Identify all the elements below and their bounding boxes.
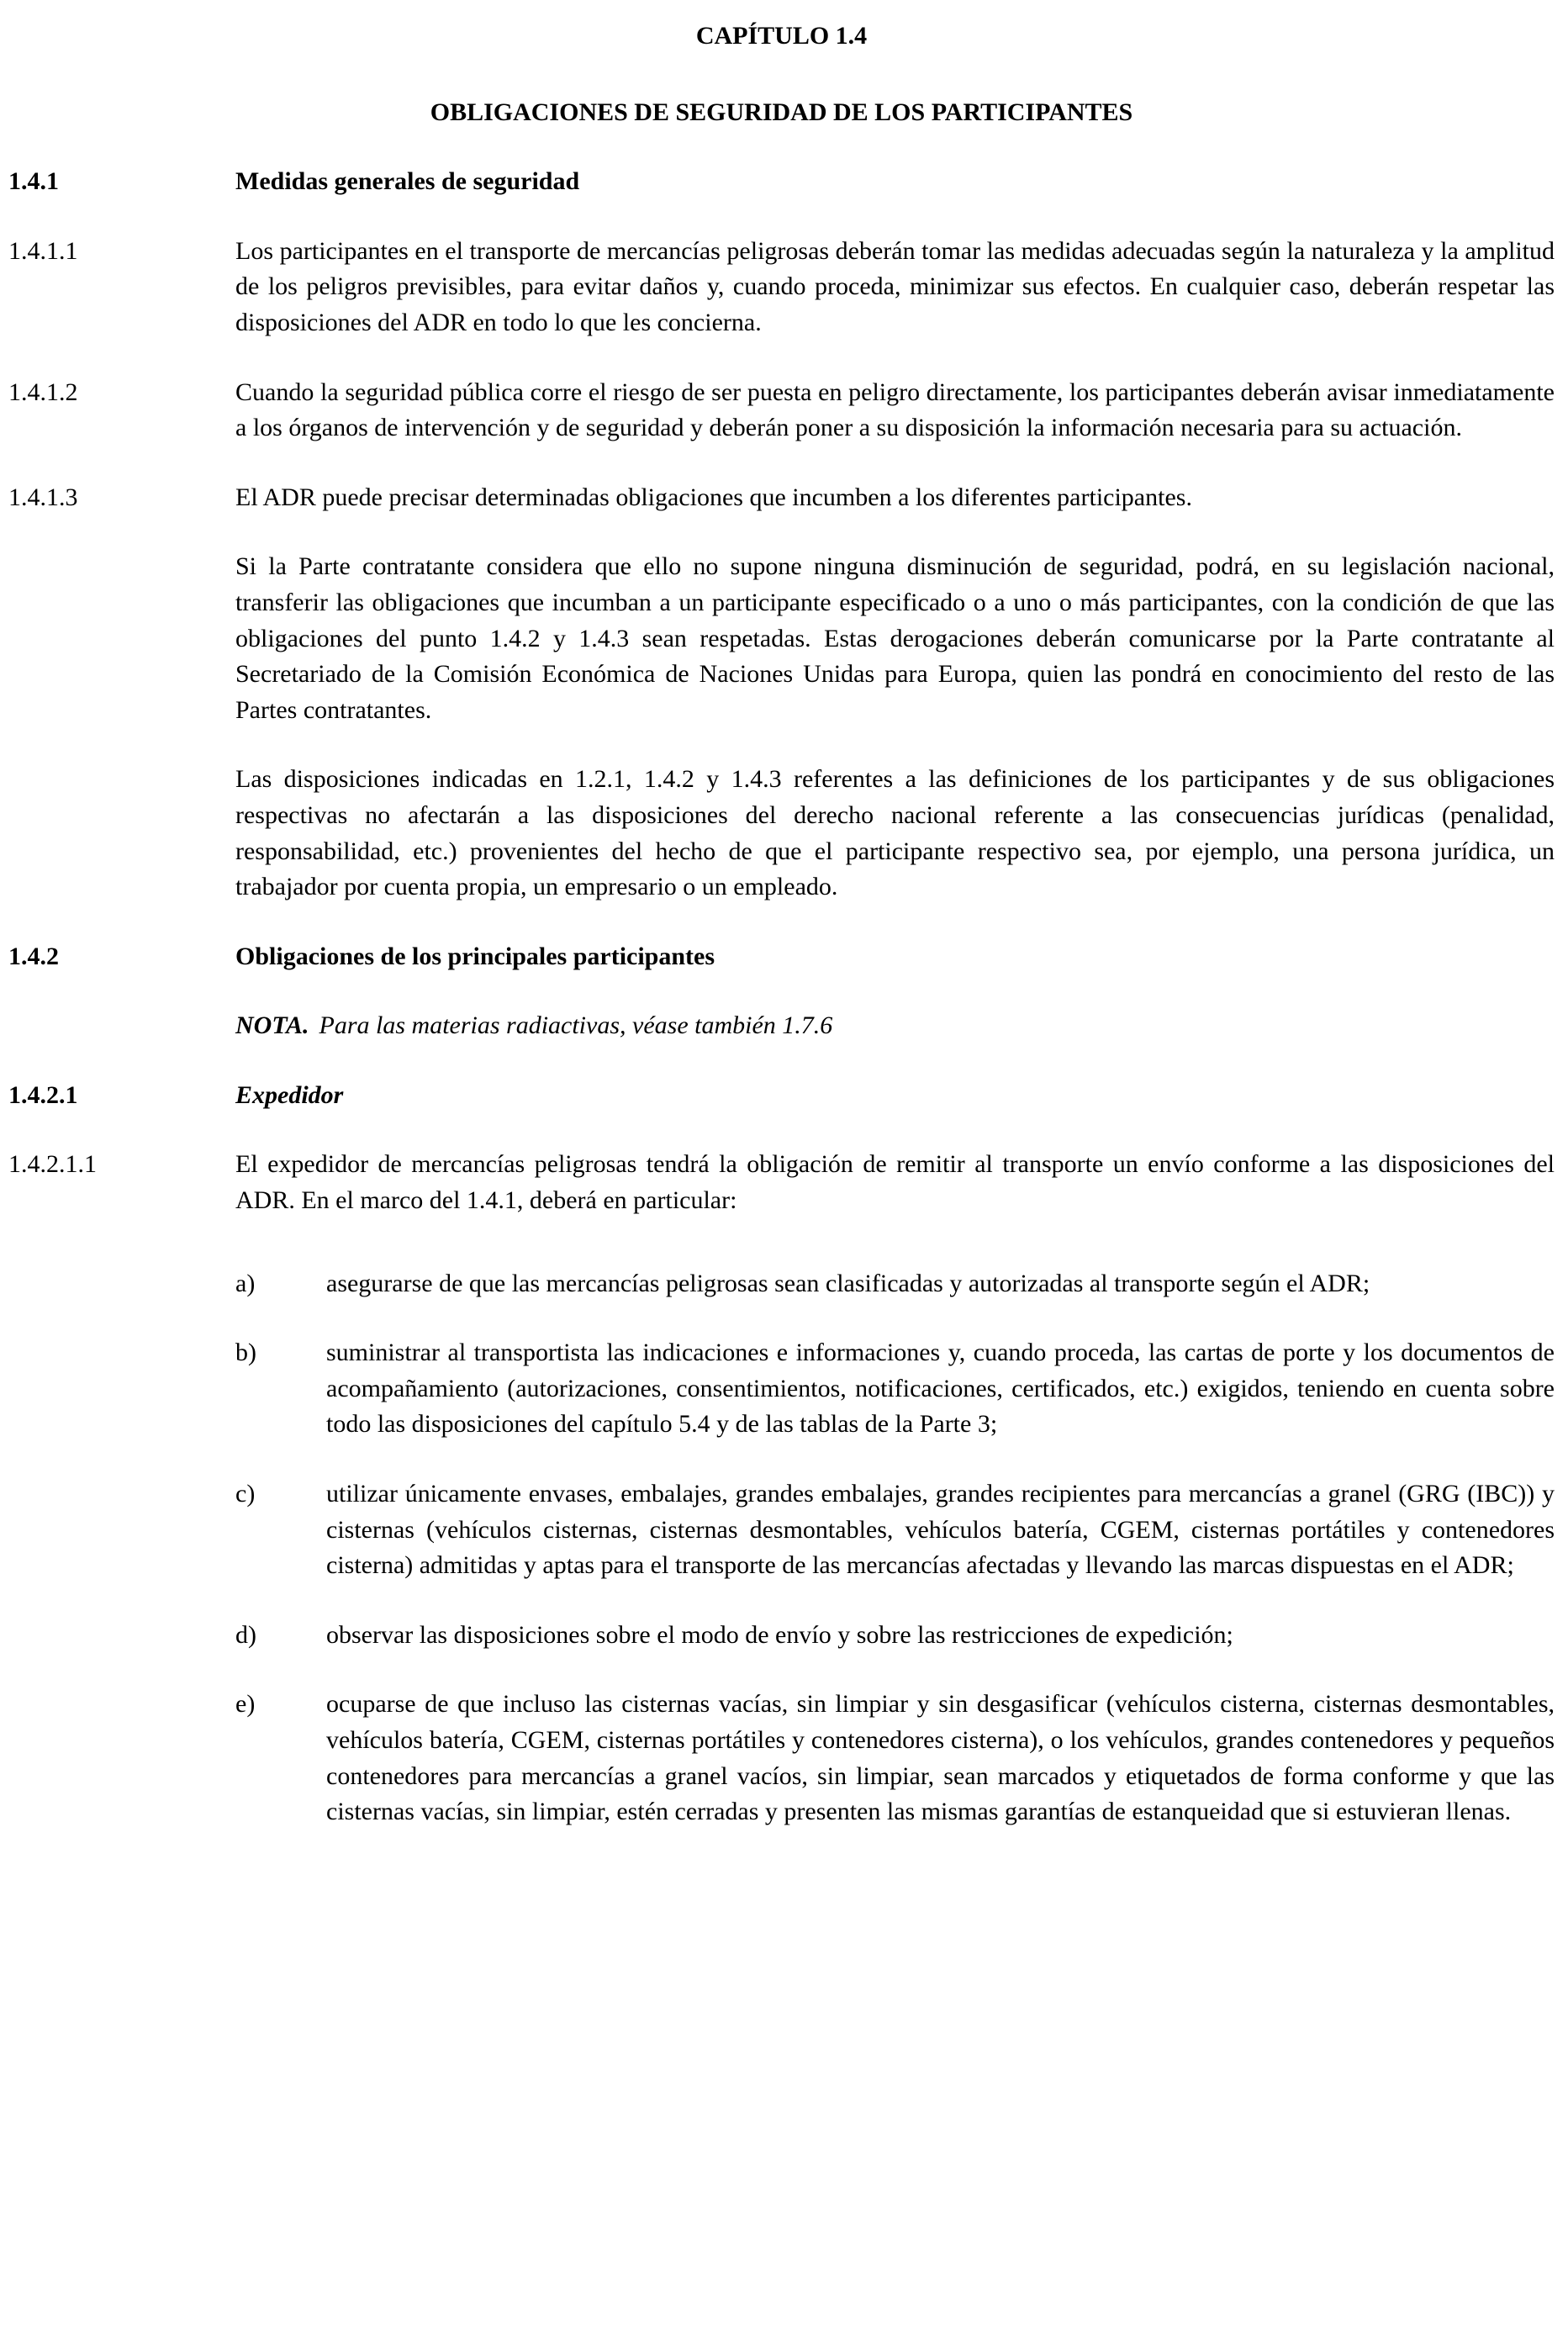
nota-line <box>235 1008 1555 1044</box>
section-number: 1.4.1.3 <box>8 483 78 511</box>
section-number: 1.4.1 <box>8 167 59 196</box>
list-text: utilizar únicamente envases, embalajes, grandes embalajes, grandes recipientes para mercancías a granel (GRG (IBC)) y cisternas (vehículos cisternas, cisternas desmontables, vehículos batería, CGEM, cisternas portátiles y contenedores cisterna) admitidas y aptas para el transporte de las mercancías afectadas y llevando las marcas dispuestas en el ADR; <box>326 1480 1555 1580</box>
section-number: 1.4.1.1 <box>8 236 78 265</box>
section-paragraph: El expedidor de mercancías peligrosas tendrá la obligación de remitir al transporte un envío conforme a las disposiciones del ADR. En el marco del 1.4.1, deberá en particular: <box>235 1150 1555 1215</box>
section-1-4-2-nota <box>8 1008 1555 1044</box>
section-1-4-1-1 <box>8 234 1555 341</box>
section-number-empty <box>8 1008 235 1044</box>
section-number: 1.4.1.2 <box>8 378 78 406</box>
list-letter: c) <box>235 1480 256 1508</box>
section-paragraph: El ADR puede precisar determinadas obligaciones que incumben a los diferentes participantes. <box>235 483 1192 511</box>
section-number: 1.4.2.1 <box>8 1080 78 1109</box>
list-text: suministrar al transportista las indicaciones e informaciones y, cuando proceda, las cartas de porte y los documentos de acompañamiento (autorizaciones, consentimientos, notificaciones, certificados, etc.) exigidos, teniendo en cuenta sobre todo las disposiciones del capítulo 5.4 y de las tablas de la Parte 3; <box>326 1339 1555 1439</box>
list-letter: b) <box>235 1339 256 1367</box>
nota-text: Para las materias radiactivas, véase también 1.7.6 <box>319 1011 833 1040</box>
section-1-4-2 <box>8 939 1555 975</box>
section-paragraph: Las disposiciones indicadas en 1.2.1, 1.4.2 y 1.4.3 referentes a las definiciones de los participantes y de sus obligaciones respectivas no afectarán a las disposiciones del derecho nacional referente a las consecuencias jurídicas (penalidad, responsabilidad, etc.) provenientes del hecho de que el participante respectivo sea, por ejemplo, una persona jurídica, un trabajador por cuenta propia, un empresario o un empleado. <box>235 765 1555 901</box>
section-heading: Expedidor <box>235 1080 344 1109</box>
section-heading: Medidas generales de seguridad <box>235 167 580 196</box>
section-1-4-1 <box>8 164 1555 200</box>
section-heading: Obligaciones de los principales participantes <box>235 942 715 970</box>
list-item-e <box>235 1687 1555 1830</box>
section-number: 1.4.2 <box>8 942 59 970</box>
section-1-4-2-1 <box>8 1078 1555 1114</box>
section-1-4-1-2 <box>8 375 1555 446</box>
section-1-4-1-3-paragraph-3 <box>8 762 1555 905</box>
list-text: ocuparse de que incluso las cisternas vacías, sin limpiar y sin desgasificar (vehículos cisterna, cisternas desmontables, vehículos batería, CGEM, cisternas portátiles y contenedores cisterna), o los vehículos, grandes contenedores y pequeños contenedores para mercancías a granel vacíos, sin limpiar, sean marcados y etiquetados de forma conforme y que las cisternas vacías, sin limpiar, estén cerradas y presenten las mismas garantías de estanqueidad que si estuvieran llenas. <box>326 1690 1555 1826</box>
section-number-empty <box>8 762 235 905</box>
section-1-4-1-3-paragraph-2 <box>8 549 1555 728</box>
section-paragraph: Si la Parte contratante considera que ello no supone ninguna disminución de seguridad, podrá, en su legislación nacional, transferir las obligaciones que incumban a un participante especificado o a uno o más participantes, con la condición de que las obligaciones del punto 1.4.2 y 1.4.3 sean respetadas. Estas derogaciones deberán comunicarse por la Parte contratante al Secretariado de la Comisión Económica de Naciones Unidas para Europa, quien las pondrá en conocimiento del resto de las Partes contratantes. <box>235 552 1555 724</box>
section-paragraph: Cuando la seguridad pública corre el riesgo de ser puesta en peligro directamente, los participantes deberán avisar inmediatamente a los órganos de intervención y de seguridad y deberán poner a su disposición la información necesaria para su actuación. <box>235 378 1555 442</box>
chapter-title: CAPÍTULO 1.4 <box>695 22 868 50</box>
list-text: observar las disposiciones sobre el modo de envío y sobre las restricciones de expedición; <box>326 1620 1233 1649</box>
list-text: asegurarse de que las mercancías peligrosas sean clasificadas y autorizadas al transporte según el ADR; <box>326 1269 1370 1297</box>
section-paragraph: Los participantes en el transporte de mercancías peligrosas deberán tomar las medidas adecuadas según la naturaleza y la amplitud de los peligros previsibles, para evitar daños y, cuando proceda, minimizar sus efectos. En cualquier caso, deberán respetar las disposiciones del ADR en todo lo que les concierna. <box>235 236 1555 336</box>
section-number: 1.4.2.1.1 <box>8 1150 97 1179</box>
list-item-a <box>235 1266 1555 1302</box>
section-1-4-1-3 <box>8 480 1555 516</box>
section-number-empty <box>8 549 235 728</box>
section-1-4-2-1-1 <box>8 1147 1555 1218</box>
list-item-c <box>235 1476 1555 1584</box>
nota-label: NOTA. <box>235 1011 309 1040</box>
list-item-d <box>235 1618 1555 1654</box>
list-letter: a) <box>235 1269 256 1297</box>
list-item-b <box>235 1335 1555 1443</box>
list-letter: d) <box>235 1620 256 1649</box>
chapter-subtitle: OBLIGACIONES DE SEGURIDAD DE LOS PARTICIPANTES <box>430 98 1133 126</box>
list-letter: e) <box>235 1690 256 1719</box>
